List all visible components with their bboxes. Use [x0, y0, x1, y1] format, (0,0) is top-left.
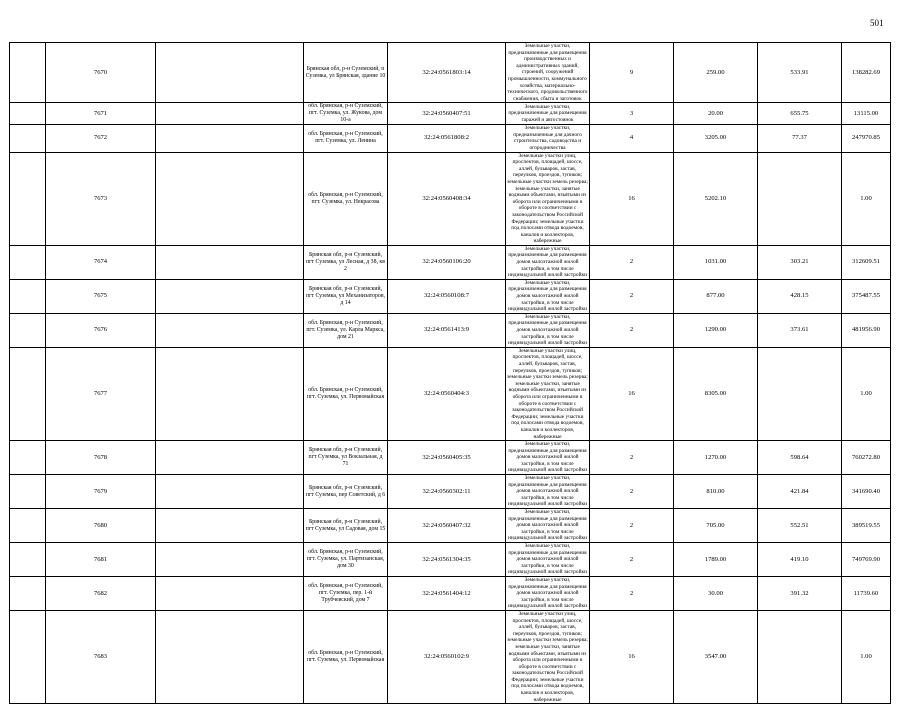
- area-cell: 1789.00: [674, 543, 758, 577]
- cadastral-value-cell: 341690.40: [842, 475, 891, 509]
- blank-cell: [156, 245, 304, 279]
- group-number-cell: 2: [590, 509, 674, 543]
- row-number: 7673: [46, 152, 156, 245]
- area-cell: 3547.00: [674, 610, 758, 703]
- group-number-cell: 2: [590, 543, 674, 577]
- cadastral-value-cell: 375487.55: [842, 279, 891, 313]
- area-cell: 1270.00: [674, 441, 758, 475]
- table-row: [10, 313, 891, 347]
- area-cell: 3205.00: [674, 125, 758, 152]
- blank-cell: [156, 347, 304, 440]
- table-row: [10, 610, 891, 703]
- area-cell: 1031.00: [674, 245, 758, 279]
- blank-cell: [156, 509, 304, 543]
- blank-cell: [156, 279, 304, 313]
- group-number-cell: 4: [590, 125, 674, 152]
- blank-cell: [10, 610, 46, 703]
- table-row: [10, 103, 891, 125]
- blank-cell: [10, 152, 46, 245]
- group-number-cell: 16: [590, 347, 674, 440]
- address-cell: Брянская обл, р-н Суземский, пгт Суземка, ул Садовая, дом 15: [304, 509, 388, 543]
- blank-cell: [10, 475, 46, 509]
- land-use-cell: Земельные участки, предназначенные для размещения домов малоэтажной жилой застройки, в том числе индивидуальной жилой застройки: [506, 543, 590, 577]
- table-row: [10, 576, 891, 610]
- table-row: [10, 245, 891, 279]
- specific-value-cell: 77.37: [758, 125, 842, 152]
- blank-cell: [10, 245, 46, 279]
- blank-cell: [10, 347, 46, 440]
- table-row: [10, 441, 891, 475]
- group-number-cell: 2: [590, 279, 674, 313]
- row-number: 7681: [46, 543, 156, 577]
- specific-value-cell: 552.51: [758, 509, 842, 543]
- blank-cell: [156, 103, 304, 125]
- blank-cell: [10, 576, 46, 610]
- cadastral-value-cell: 749769.90: [842, 543, 891, 577]
- cadastral-number-cell: 32:24:0560106:20: [388, 245, 506, 279]
- cadastral-value-cell: 1.00: [842, 347, 891, 440]
- table-row: [10, 543, 891, 577]
- row-number: 7671: [46, 103, 156, 125]
- land-use-cell: Земельные участки, предназначенные для размещения домов малоэтажной жилой застройки, в том числе индивидуальной жилой застройки: [506, 279, 590, 313]
- group-number-cell: 2: [590, 313, 674, 347]
- table-row: [10, 125, 891, 152]
- address-cell: обл. Брянская, р-н Суземский, пгт. Суземка, ул. Карла Маркса, дом 21: [304, 313, 388, 347]
- cadastral-number-cell: 32:24:0560407:32: [388, 509, 506, 543]
- land-use-cell: Земельные участки, предназначенные для размещения гаражей и автостоянок: [506, 103, 590, 125]
- cadastral-number-cell: 32:24:0560407:51: [388, 103, 506, 125]
- group-number-cell: 3: [590, 103, 674, 125]
- specific-value-cell: 303.21: [758, 245, 842, 279]
- blank-cell: [10, 125, 46, 152]
- land-use-cell: Земельные участки улиц, проспектов, площадей, шоссе, аллей, бульваров, застав, переулков, проездов, тупиков; земельные участки земель резерва; земельные участки, занятые водными объектами, изъятыми из оборота или ограниченными в обороте в соответствии с законодательством Российской Федерации; земельные участки под полосами отвода водоемов, каналов и коллекторов, набережные: [507, 610, 588, 703]
- cadastral-value-cell: 1.00: [842, 610, 891, 703]
- blank-cell: [156, 543, 304, 577]
- address-cell: обл. Брянская, р-н Суземский, пгт. Суземка, ул. Жукова, дом 10-а: [304, 103, 388, 125]
- address-cell: обл. Брянская, р-н Суземский, пгт. Суземка, ул. Первомайская: [304, 347, 388, 440]
- cadastral-number-cell: 32:24:0561413:9: [388, 313, 506, 347]
- area-cell: 8305.00: [674, 347, 758, 440]
- address-cell: обл. Брянская, р-н Суземский, пгт. Суземка, ул. Ленина: [304, 125, 388, 152]
- blank-cell: [10, 279, 46, 313]
- cadastral-number-cell: 32:24:0561404:12: [388, 576, 506, 610]
- cadastral-value-table: [9, 42, 891, 704]
- table-row: [10, 43, 891, 103]
- address-cell: Брянская обл, р-н Суземский, пгт Суземка, пер Советский, д 6: [304, 475, 388, 509]
- land-use-cell: Земельные участки, предназначенные для размещения домов малоэтажной жилой застройки, в том числе индивидуальной жилой застройки: [506, 576, 590, 610]
- table-row: [10, 509, 891, 543]
- blank-cell: [156, 576, 304, 610]
- row-number: 7670: [46, 43, 156, 103]
- group-number-cell: 16: [590, 610, 674, 703]
- cadastral-number-cell: 32:24:0560408:34: [388, 152, 506, 245]
- area-cell: 30.00: [674, 576, 758, 610]
- address-cell: обл. Брянская, р-н Суземский, пгт. Суземка, пер. 1-й Трубчевский, дом 7: [304, 576, 388, 610]
- land-use-cell: Земельные участки, предназначенные для размещения домов малоэтажной жилой застройки, в том числе индивидуальной жилой застройки: [506, 313, 590, 347]
- cadastral-value-cell: 1.00: [842, 152, 891, 245]
- specific-value-cell: 533.91: [758, 43, 842, 103]
- row-number: 7683: [46, 610, 156, 703]
- group-number-cell: 2: [590, 441, 674, 475]
- cadastral-value-cell: 760272.80: [842, 441, 891, 475]
- group-number-cell: 2: [590, 245, 674, 279]
- specific-value-cell: 655.75: [758, 103, 842, 125]
- row-number: 7678: [46, 441, 156, 475]
- cadastral-value-cell: 247970.85: [842, 125, 891, 152]
- cadastral-value-cell: 13115.00: [842, 103, 891, 125]
- area-cell: 20.00: [674, 103, 758, 125]
- specific-value-cell: 373.61: [758, 313, 842, 347]
- cadastral-value-cell: 389519.55: [842, 509, 891, 543]
- cadastral-number-cell: 32:24:0560405:35: [388, 441, 506, 475]
- area-cell: 1290.00: [674, 313, 758, 347]
- land-use-cell: Земельные участки, предназначенные для размещения домов малоэтажной жилой застройки, в том числе индивидуальной жилой застройки: [506, 245, 590, 279]
- land-use-cell: Земельные участки улиц, проспектов, площадей, шоссе, аллей, бульваров, застав, переулков, проездов, тупиков; земельные участки земель резерва; земельные участки, занятые водными объектами, изъятыми из оборота или ограниченными в обороте в соответствии с законодательством Российской Федерации; земельные участки под полосами отвода водоемов, каналов и коллекторов, набережные: [507, 347, 588, 440]
- land-use-cell: Земельные участки улиц, проспектов, площадей, шоссе, аллей, бульваров, застав, переулков, проездов, тупиков; земельные участки земель резерва; земельные участки, занятые водными объектами, изъятыми из оборота или ограниченными в обороте в соответствии с законодательством Российской Федерации; земельные участки под полосами отвода водоемов, каналов и коллекторов, набережные: [507, 152, 588, 245]
- specific-value-cell: [758, 152, 842, 245]
- address-cell: обл. Брянская, р-н Суземский, пгт. Суземка, ул. Первомайская: [304, 610, 388, 703]
- specific-value-cell: [758, 347, 842, 440]
- address-cell: Брянская обл, р-н Суземский, п Суземка, ул Брянская, здание 10: [304, 43, 388, 103]
- area-cell: 705.00: [674, 509, 758, 543]
- blank-cell: [10, 103, 46, 125]
- cadastral-number-cell: 32:24:0561803:14: [388, 43, 506, 103]
- row-number: 7675: [46, 279, 156, 313]
- land-use-cell: Земельные участки, предназначенные для размещения производственных и административных зданий, строений, сооружений промышленности, коммунального хозяйства, материально-технического, продовольственного снабжения, сбыта и заготовок: [507, 43, 588, 102]
- blank-cell: [10, 441, 46, 475]
- address-cell: Брянская обл, р-н Суземский, пгт Суземка, ул Лесная, д 38, кв 2: [304, 245, 388, 279]
- address-cell: обл. Брянская, р-н Суземский, пгт. Суземка, ул. Партизанская, дом 30: [304, 543, 388, 577]
- specific-value-cell: 391.32: [758, 576, 842, 610]
- blank-cell: [156, 152, 304, 245]
- row-number: 7677: [46, 347, 156, 440]
- blank-cell: [10, 509, 46, 543]
- blank-cell: [10, 543, 46, 577]
- group-number-cell: 2: [590, 475, 674, 509]
- cadastral-value-cell: 138282.69: [842, 43, 891, 103]
- row-number: 7672: [46, 125, 156, 152]
- cadastral-number-cell: 32:24:0560102:9: [388, 610, 506, 703]
- row-number: 7676: [46, 313, 156, 347]
- cadastral-number-cell: 32:24:0560302:11: [388, 475, 506, 509]
- blank-cell: [156, 313, 304, 347]
- specific-value-cell: [758, 610, 842, 703]
- table-row: [10, 279, 891, 313]
- cadastral-value-cell: 11739.60: [842, 576, 891, 610]
- area-cell: 259.00: [674, 43, 758, 103]
- specific-value-cell: 421.84: [758, 475, 842, 509]
- row-number: 7682: [46, 576, 156, 610]
- row-number: 7679: [46, 475, 156, 509]
- land-use-cell: Земельные участки, предназначенные для размещения домов малоэтажной жилой застройки, в том числе индивидуальной жилой застройки: [506, 509, 590, 543]
- blank-cell: [156, 441, 304, 475]
- row-number: 7680: [46, 509, 156, 543]
- row-number: 7674: [46, 245, 156, 279]
- cadastral-value-cell: 481956.90: [842, 313, 891, 347]
- land-use-cell: Земельные участки, предназначенные для размещения домов малоэтажной жилой застройки, в том числе индивидуальной жилой застройки: [506, 441, 590, 475]
- table-row: [10, 347, 891, 440]
- table-row: [10, 475, 891, 509]
- area-cell: 877.00: [674, 279, 758, 313]
- cadastral-number-cell: 32:24:0561304:35: [388, 543, 506, 577]
- cadastral-number-cell: 32:24:0561808:2: [388, 125, 506, 152]
- page-number: 501: [870, 18, 884, 28]
- blank-cell: [156, 125, 304, 152]
- area-cell: 810.00: [674, 475, 758, 509]
- specific-value-cell: 419.10: [758, 543, 842, 577]
- blank-cell: [156, 610, 304, 703]
- land-use-cell: Земельные участки, предназначенные для дачного строительства, садоводства и огородничества: [506, 125, 590, 152]
- blank-cell: [10, 43, 46, 103]
- cadastral-number-cell: 32:24:0560404:3: [388, 347, 506, 440]
- group-number-cell: 2: [590, 576, 674, 610]
- group-number-cell: 16: [590, 152, 674, 245]
- blank-cell: [156, 43, 304, 103]
- address-cell: Брянская обл, р-н Суземский, пгт Суземка, ул Механизаторов, д 14: [304, 279, 388, 313]
- area-cell: 5202.10: [674, 152, 758, 245]
- group-number-cell: 9: [590, 43, 674, 103]
- cadastral-value-cell: 312609.51: [842, 245, 891, 279]
- specific-value-cell: 598.64: [758, 441, 842, 475]
- specific-value-cell: 428.15: [758, 279, 842, 313]
- cadastral-number-cell: 32:24:0560108:7: [388, 279, 506, 313]
- blank-cell: [10, 313, 46, 347]
- address-cell: Брянская обл, р-н Суземский, пгт Суземка, ул Вокзальная, д 71: [304, 441, 388, 475]
- land-use-cell: Земельные участки, предназначенные для размещения домов малоэтажной жилой застройки, в том числе индивидуальной жилой застройки: [506, 475, 590, 509]
- blank-cell: [156, 475, 304, 509]
- address-cell: обл. Брянская, р-н Суземский, пгт. Суземка, ул. Некрасова: [304, 152, 388, 245]
- table-row: [10, 152, 891, 245]
